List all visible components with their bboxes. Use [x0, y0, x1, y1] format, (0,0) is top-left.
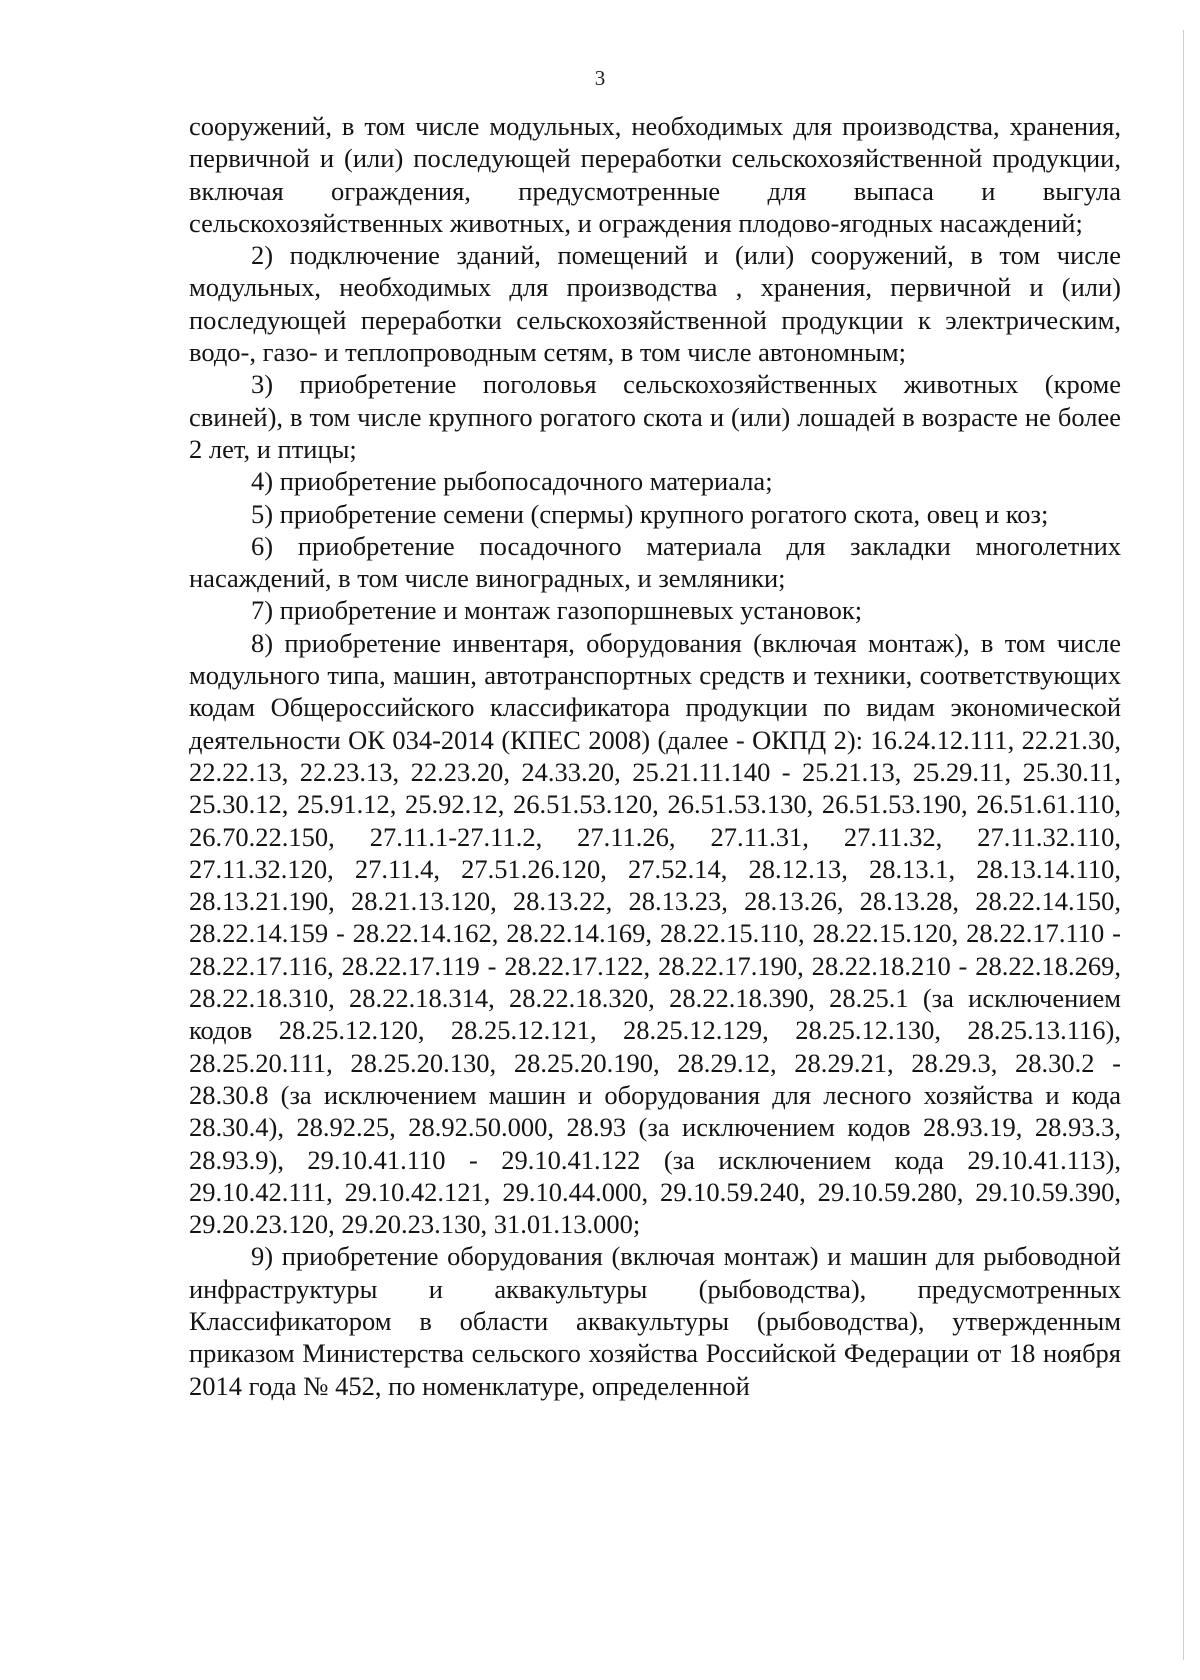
- paragraph-item-5: 5) приобретение семени (спермы) крупного рогатого скота, овец и коз;: [251, 498, 1049, 529]
- paragraph-item-8: 8) приобретение инвентаря, оборудования (включая монтаж), в том числе модульного типа, машин, автотранспортных средств и техники, соответствующих кодам Общероссийского классификатора продукции по видам экономической деятельности ОК 034-2014 (КПЕС 2008) (далее - ОКПД 2): 16.24.12.111, 22.21.30, 22.22.13, 22.23.13, 22.23.20, 24.33.20, 25.21.11.140 - 25.21.13, 25.29.11, 25.30.11, 25.30.12, 25.91.12, 25.92.12, 26.51.53.120, 26.51.53.130, 26.51.53.190, 26.51.61.110, 26.70.22.150, 27.11.1-27.11.2, 27.11.26, 27.11.31, 27.11.32, 27.11.32.110, 27.11.32.120, 27.11.4, 27.51.26.120, 27.52.14, 28.12.13, 28.13.1, 28.13.14.110, 28.13.21.190, 28.21.13.120, 28.13.22, 28.13.23, 28.13.26, 28.13.28, 28.22.14.150, 28.22.14.159 - 28.22.14.162, 28.22.14.169, 28.22.15.110, 28.22.15.120, 28.22.17.110 - 28.22.17.116, 28.22.17.119 - 28.22.17.122, 28.22.17.190, 28.22.18.210 - 28.22.18.269, 28.22.18.310, 28.22.18.314, 28.22.18.320, 28.22.18.390, 28.25.1 (за исключением кодов 28.25.12.120, 28.25.12.121, 28.25.12.129, 28.25.12.130, 28.25.13.116), 28.25.20.111, 28.25.20.130, 28.25.20.190, 28.29.12, 28.29.21, 28.29.3, 28.30.2 - 28.30.8 (за исключением машин и оборудования для лесного хозяйства и кода 28.30.4), 28.92.25, 28.92.50.000, 28.93 (за исключением кодов 28.93.19, 28.93.3, 28.93.9), 29.10.41.110 - 29.10.41.122 (за исключением кода 29.10.41.113), 29.10.42.111, 29.10.42.121, 29.10.44.000, 29.10.59.240, 29.10.59.280, 29.10.59.390, 29.20.23.120, 29.20.23.130, 31.01.13.000;: [189, 627, 1121, 1240]
- paragraph-item-2: 2) подключение зданий, помещений и (или) сооружений, в том числе модульных, необходимых для производства , хранения, первичной и (или) последующей переработки сельскохозяйственной продукции к электрическим, водо-, газо- и теплопроводным сетям, в том числе автономным;: [189, 240, 1121, 368]
- paragraph-item-6: 6) приобретение посадочного материала для закладки многолетних насаждений, в том числе виноградных, и земляники;: [189, 530, 1121, 594]
- page-number: 3: [594, 66, 606, 90]
- paragraph-item-9: 9) приобретение оборудования (включая монтаж) и машин для рыбоводной инфраструктуры и аквакультуры (рыбоводства), предусмотренных Классификатором в области аквакультуры (рыбоводства), утвержденным приказом Министерства сельского хозяйства Российской Федерации от 18 ноября 2014 года № 452, по номенклатуре, определенной: [189, 1241, 1121, 1401]
- paragraph-item-4: 4) приобретение рыбопосадочного материала;: [251, 466, 773, 497]
- paragraph-item-3: 3) приобретение поголовья сельскохозяйственных животных (кроме свиней), в том числе крупного рогатого скота и (или) лошадей в возрасте не более 2 лет, и птицы;: [189, 369, 1121, 464]
- paragraph-item-7: 7) приобретение и монтаж газопоршневых установок;: [251, 595, 863, 626]
- paragraph-continuation: сооружений, в том числе модульных, необходимых для производства, хранения, первичной и (или) последующей переработки сельскохозяйственной продукции, включая ограждения, предусмотренные для выпаса и выгула сельскохозяйственных животных, и ограждения плодово-ягодных насаждений;: [189, 111, 1121, 238]
- document-body: [189, 110, 1121, 1402]
- page-edge-line: [1183, 30, 1184, 1660]
